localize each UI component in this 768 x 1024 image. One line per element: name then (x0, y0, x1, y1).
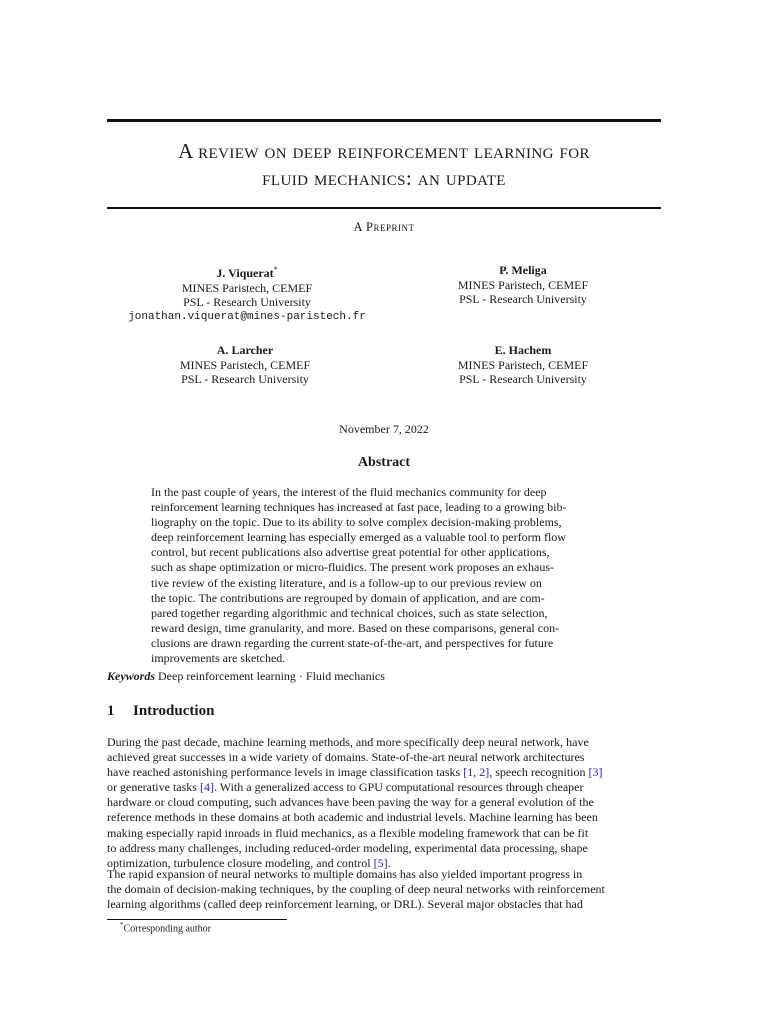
author-affiliation: MINES Paristech, CEMEF (181, 280, 313, 295)
author-name: A. Larcher (216, 343, 274, 357)
corresponding-mark: * (273, 265, 278, 274)
preprint-label: A Preprint (353, 220, 415, 234)
abstract-line: control, but recent publications also advertise great potential for other applications, (151, 545, 550, 560)
author-affiliation: MINES Paristech, CEMEF (179, 357, 311, 372)
paragraph-text: . (387, 855, 391, 870)
paragraph-text: , speech recognition (489, 765, 589, 780)
paragraph-text: making especially rapid inroads in fluid mechanics, as a flexible modeling framework that can be fit (107, 825, 589, 840)
intro-paragraph-1 (107, 735, 661, 871)
paragraph-text: achieved great successes in a wide variety of domains. State-of-the-art neural network architectures (107, 750, 585, 765)
paragraph-text: hardware or cloud computing, such advances have been paving the way for a general evolution of the (107, 795, 594, 810)
author-block-larcher (145, 343, 345, 387)
abstract-line: pared together regarding algorithmic and technical choices, such as state selection, (151, 605, 548, 620)
citation-link[interactable]: [3] (588, 765, 603, 780)
publication-date: November 7, 2022 (339, 422, 429, 436)
abstract-line: reinforcement learning techniques has increased at fast pace, leading to a growing bib- (151, 500, 567, 515)
section-number: 1 (107, 703, 115, 719)
paper-title (107, 138, 661, 192)
abstract-line: liography on the topic. Due to its ability to solve complex decision-making problems, (151, 515, 562, 530)
author-affiliation: PSL - Research University (183, 295, 311, 309)
author-name: J. Viquerat (216, 266, 274, 280)
author-block-meliga (423, 263, 623, 307)
abstract-line: In the past couple of years, the interest of the fluid mechanics community for deep (151, 485, 547, 499)
author-block-hachem (423, 343, 623, 387)
paragraph-text: learning algorithms (called deep reinforcement learning, or DRL). Several major obstacles that had (107, 897, 583, 912)
paragraph-text: optimization, turbulence closure modeling, and control (107, 855, 374, 870)
title-line-2: fluid mechanics: an update (262, 166, 506, 190)
abstract-heading: Abstract (357, 455, 411, 470)
author-affiliation: PSL - Research University (459, 292, 587, 306)
abstract-line: the topic. The contributions are regrouped by domain of application, and are com- (151, 590, 545, 605)
intro-paragraph-2 (107, 867, 661, 912)
citation-link[interactable]: [1, 2] (463, 765, 490, 780)
author-affiliation: MINES Paristech, CEMEF (457, 357, 589, 372)
title-bottom-rule (107, 207, 661, 209)
footnote-text: Corresponding author (123, 923, 211, 935)
footnote (120, 921, 211, 934)
paragraph-text: The rapid expansion of neural networks to multiple domains has also yielded important progress in (107, 867, 583, 881)
keywords-label: Keywords (107, 669, 155, 683)
author-affiliation: PSL - Research University (181, 372, 309, 386)
section-heading-introduction (107, 703, 661, 720)
citation-link[interactable]: [4] (199, 780, 214, 795)
footnote-mark: * (120, 921, 124, 929)
abstract-line: deep reinforcement learning has especially emerged as a valuable tool to perform flow (151, 530, 566, 545)
author-name: P. Meliga (499, 263, 547, 277)
paragraph-text: the domain of decision-making techniques, by the coupling of deep neural networks with reinforcement (107, 882, 605, 897)
paragraph-text: . With a generalized access to GPU computational resources through cheaper (213, 780, 584, 795)
author-block-viquerat (127, 263, 367, 324)
title-top-rule (107, 119, 661, 122)
keywords-line (107, 669, 661, 684)
abstract-line: such as shape optimization or micro-fluidics. The present work proposes an exhaus- (151, 560, 555, 575)
section-title: Introduction (133, 703, 215, 719)
author-name: E. Hachem (494, 343, 552, 357)
paragraph-text: During the past decade, machine learning methods, and more specifically deep neural network, have (107, 735, 589, 749)
paragraph-text: reference methods in these domains at both academic and industrial levels. Machine learning has been (107, 810, 598, 825)
title-line-1: A review on deep reinforcement learning for (178, 139, 590, 163)
paragraph-text: to address many challenges, including reduced-order modeling, experimental data processing, shape (107, 840, 588, 855)
abstract-line: tive review of the existing literature, and is a follow-up to our previous review on (151, 575, 542, 590)
author-affiliation: PSL - Research University (459, 372, 587, 386)
abstract-body (151, 485, 617, 666)
abstract-line: improvements are sketched. (151, 651, 286, 666)
abstract-line: reward design, time granularity, and more. Based on these comparisons, general con- (151, 620, 560, 635)
keywords-text: Deep reinforcement learning · Fluid mechanics (158, 669, 385, 683)
author-affiliation: MINES Paristech, CEMEF (457, 277, 589, 292)
abstract-line: clusions are drawn regarding the current state-of-the-art, and perspectives for future (151, 635, 554, 650)
author-email: jonathan.viquerat@mines-paristech.fr (128, 310, 366, 323)
paragraph-text: or generative tasks (107, 780, 200, 795)
citation-link[interactable]: [5] (373, 855, 388, 870)
paragraph-text: have reached astonishing performance levels in image classification tasks (107, 765, 464, 780)
footnote-rule (107, 919, 287, 920)
